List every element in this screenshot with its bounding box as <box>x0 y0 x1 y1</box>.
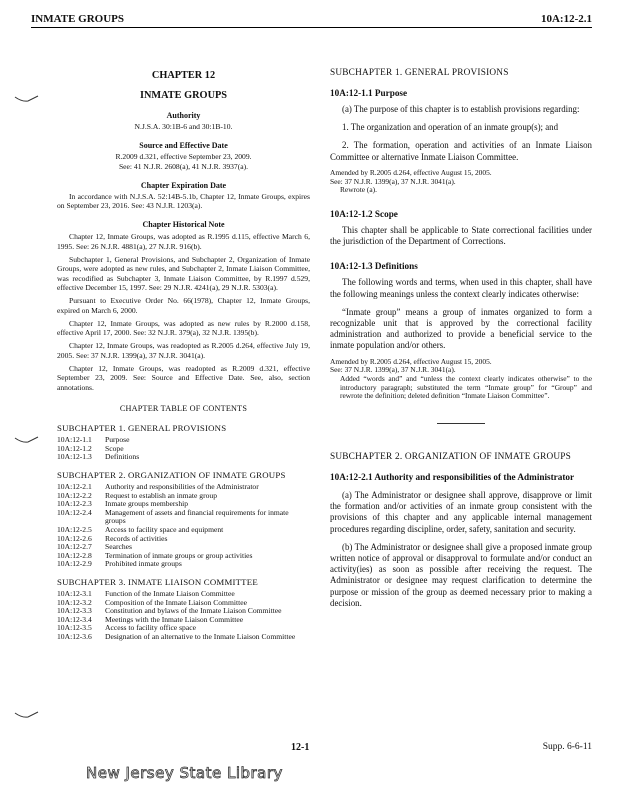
paragraph: (b) The Administrator or designee shall give a proposed inmate group written notice of approval or disapproval to formulate and/or conduct an activity(ies) as soon as possible after receiving the request. The Administrator or designee may request clarification to determine the purpose or mission of the group as deemed necessary prior to making a decision. <box>330 541 592 608</box>
toc-number: 10A:12-3.3 <box>57 606 92 616</box>
toc-row <box>57 509 310 526</box>
toc-number: 10A:12-3.6 <box>57 631 92 641</box>
history-heading: Chapter Historical Note <box>142 220 225 230</box>
toc-title: Request to establish an inmate group <box>105 490 217 500</box>
history-note: Chapter 12, Inmate Groups, was adopted as R.1995 d.115, effective March 6, 1995. See: 26 N.J.R. 4881(a), 27 N.J.R. 916(b). <box>57 232 310 251</box>
authority-text: N.J.S.A. 30:1B-6 and 30:1B-10. <box>134 122 233 131</box>
history-note: Subchapter 1, General Provisions, and Subchapter 2, Organization of Inmate Groups, were adopted as new rules, and Subchapter 2, Inmate Liaison Committee, was recodified as Subchapter 3, Inmate Liaison Committee, by R.1997 d.529, effective December 15, 1997. See: 29 N.J.R. 4241(a), 29 N.J.R. 5303(a). <box>57 255 310 292</box>
source-line: R.2009 d.321, effective September 23, 2009. <box>115 152 252 162</box>
amendment-note: Amended by R.2005 d.264, effective August 15, 2005. <box>330 356 492 366</box>
toc-number: 10A:12-2.1 <box>57 482 92 492</box>
toc-number: 10A:12-2.9 <box>57 559 92 569</box>
toc-title: Scope <box>105 443 124 453</box>
toc-row <box>57 552 310 561</box>
amendment-note: Amended by R.2005 d.264, effective August 15, 2005. <box>330 167 492 177</box>
toc-title: Termination of inmate groups or group activities <box>105 550 253 560</box>
paragraph: 1. The organization and operation of an inmate group(s); and <box>342 122 559 133</box>
expiration-heading: Chapter Expiration Date <box>140 180 227 190</box>
toc-number: 10A:12-2.5 <box>57 524 92 534</box>
margin-mark <box>14 711 40 719</box>
toc-subchapter-heading: SUBCHAPTER 1. GENERAL PROVISIONS <box>57 423 227 434</box>
toc-title: Definitions <box>105 452 140 462</box>
header-left: INMATE GROUPS <box>31 13 124 25</box>
toc-number: 10A:12-1.2 <box>57 443 92 453</box>
paragraph: (a) The Administrator or designee shall approve, disapprove or limit the formation and/or activities of an inmate group consistent with the provisions of this chapter and any applicable internal management procedures regarding discipline, order, safety, sanitation and security. <box>330 490 592 534</box>
toc-number: 10A:12-3.1 <box>57 588 92 598</box>
toc-number: 10A:12-2.4 <box>57 507 92 517</box>
toc-title: Access to facility space and equipment <box>105 524 224 534</box>
section-heading: 10A:12-1.2 Scope <box>330 208 398 219</box>
paragraph: 2. The formation, operation and activities of an Inmate Liaison Committee or alternative Inmate Liaison Committee. <box>330 140 592 162</box>
history-note: Pursuant to Executive Order No. 66(1978), Chapter 12, Inmate Groups, expired on March 6, 2000. <box>57 296 310 315</box>
toc-row <box>57 535 310 544</box>
toc-number: 10A:12-2.6 <box>57 533 92 543</box>
toc-number: 10A:12-2.8 <box>57 550 92 560</box>
toc-heading: CHAPTER TABLE OF CONTENTS <box>119 403 248 413</box>
subchapter-heading: SUBCHAPTER 1. GENERAL PROVISIONS <box>330 68 509 78</box>
definition: “Inmate group” means a group of inmates organized to form a recognizable unit that is approved by the correctional facility administration and authorized to provide a beneficial service to the inmate population and/or others. <box>330 306 592 351</box>
toc-row <box>57 453 139 462</box>
paragraph: (a) The purpose of this chapter is to establish provisions regarding: <box>342 104 580 114</box>
toc-title: Authority and responsibilities of the Administrator <box>105 482 259 492</box>
right-column <box>330 68 592 609</box>
toc-title: Searches <box>105 542 132 552</box>
toc-title: Prohibited inmate groups <box>105 559 182 569</box>
page-number: 12-1 <box>291 742 310 753</box>
toc-number: 10A:12-3.5 <box>57 623 92 633</box>
toc-number: 10A:12-1.1 <box>57 435 92 445</box>
toc-list <box>57 436 139 462</box>
amendment-note: See: 37 N.J.R. 1399(a), 37 N.J.R. 3041(a). <box>330 176 456 186</box>
section-divider <box>437 423 485 424</box>
toc-title: Function of the Inmate Liaison Committee <box>105 588 235 598</box>
toc-title: Management of assets and financial requirements for inmate groups <box>105 507 289 526</box>
toc-number: 10A:12-3.4 <box>57 614 92 624</box>
toc-title: Constitution and bylaws of the Inmate Liaison Committee <box>105 606 282 616</box>
paragraph: This chapter shall be applicable to State correctional facilities under the jurisdiction of the Department of Corrections. <box>330 224 592 247</box>
toc-row <box>57 633 295 642</box>
source-heading: Source and Effective Date <box>139 141 228 151</box>
chapter-title: INMATE GROUPS <box>139 90 228 101</box>
toc-subchapter-heading: SUBCHAPTER 3. INMATE LIAISON COMMITTEE <box>57 576 258 587</box>
section-heading: 10A:12-2.1 Authority and responsibilities of the Administrator <box>330 472 575 483</box>
paragraph: The following words and terms, when used in this chapter, shall have the following meanings unless the context clearly indicates otherwise: <box>330 277 592 299</box>
amendment-note: See: 37 N.J.R. 1399(a), 37 N.J.R. 3041(a). <box>330 365 456 375</box>
chapter-number: CHAPTER 12 <box>151 70 216 81</box>
toc-number: 10A:12-1.3 <box>57 452 92 462</box>
amendment-note: Rewrote (a). <box>340 185 377 195</box>
authority-heading: Authority <box>166 111 201 120</box>
expiration-text: In accordance with N.J.S.A. 52:14B-5.1b, Chapter 12, Inmate Groups, expires on September 23, 2016. See: 43 N.J.R. 1203(a). <box>57 191 310 211</box>
toc-list <box>57 590 295 642</box>
toc-title: Inmate groups membership <box>105 499 189 509</box>
source-line: See: 41 N.J.R. 2608(a), 41 N.J.R. 3937(a). <box>118 161 249 171</box>
toc-list <box>57 483 310 569</box>
library-watermark: New Jersey State Library <box>86 764 283 782</box>
toc-number: 10A:12-2.7 <box>57 542 92 552</box>
toc-row <box>57 526 310 535</box>
left-column <box>57 70 310 642</box>
toc-number: 10A:12-2.2 <box>57 490 92 500</box>
section-heading: 10A:12-1.1 Purpose <box>330 88 408 98</box>
margin-mark <box>14 436 40 444</box>
toc-title: Meetings with the Inmate Liaison Committee <box>105 614 244 624</box>
toc-subchapter-heading: SUBCHAPTER 2. ORGANIZATION OF INMATE GROUPS <box>57 470 286 481</box>
toc-title: Records of activities <box>105 533 168 543</box>
supplement-date: Supp. 6-6-11 <box>542 742 592 752</box>
toc-number: 10A:12-2.3 <box>57 499 92 509</box>
toc-title: Purpose <box>105 435 130 445</box>
history-note: Chapter 12, Inmate Groups, was readopted as R.2005 d.264, effective July 19, 2005. See: 37 N.J.R. 1399(a), 37 N.J.R. 3041(a). <box>57 341 310 360</box>
history-note: Chapter 12, Inmate Groups, was adopted as new rules by R.2000 d.158, effective April 17, 2000. See: 32 N.J.R. 379(a), 32 N.J.R. 1395(b). <box>57 318 310 338</box>
toc-row <box>57 560 310 569</box>
subchapter-heading: SUBCHAPTER 2. ORGANIZATION OF INMATE GROUPS <box>330 452 572 463</box>
section-heading: 10A:12-1.3 Definitions <box>330 261 418 272</box>
history-note: Chapter 12, Inmate Groups, was readopted as R.2009 d.321, effective September 23, 2009. See: Source and Effective Date. See, also, section annotations. <box>57 364 310 392</box>
toc-title: Designation of an alternative to the Inmate Liaison Committee <box>105 631 296 641</box>
running-header <box>31 13 592 28</box>
header-right: 10A:12-2.1 <box>540 13 592 25</box>
margin-mark <box>14 95 40 103</box>
toc-title: Composition of the Inmate Liaison Committee <box>105 597 247 607</box>
amendment-note: Added “words and” and “unless the context clearly indicates otherwise” to the introductory paragraph; substituted the term “Inmate group” for “Group” and rewrote the definition; deleted definition “Inmate Liaison Committee”. <box>340 373 592 401</box>
toc-title: Access to facility office space <box>105 623 196 633</box>
toc-number: 10A:12-3.2 <box>57 597 92 607</box>
